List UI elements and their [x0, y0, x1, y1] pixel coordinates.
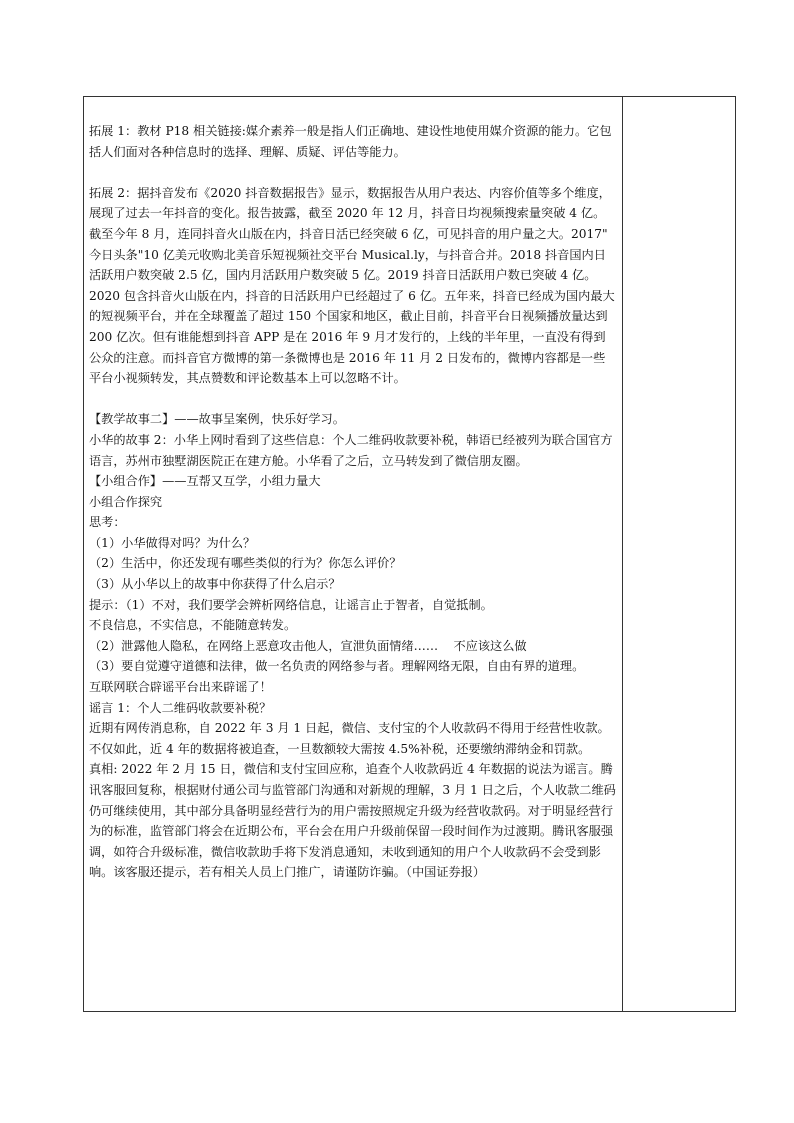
think-label: 思考：: [89, 515, 126, 530]
hint-1b: 不良信息，不实信息，不能随意转发。: [89, 618, 297, 633]
content-table: [83, 96, 736, 1012]
group-explore: 小组合作探究: [89, 494, 163, 509]
question-3: （3）从小华以上的故事中你获得了什么启示？: [89, 577, 341, 592]
story2-heading: 【教学故事二】——故事呈案例，快乐好学习。: [89, 412, 345, 427]
hint-3: （3）要自觉遵守道德和法律，做一名负责的网络参与者。理解网络无限，自由有界的道理。: [89, 659, 585, 674]
group-heading: 【小组合作】——互帮又互学，小组力量大: [89, 474, 321, 489]
rumor-intro: 互联网联合辟谣平台出来辟谣了！: [89, 680, 272, 695]
rumor1-text: 近期有网传消息称，自 2022 年 3 月 1 日起，微信、支付宝的个人收款码不得用于经营性收款。不仅如此，近 4 年的数据将被追查，一旦数额较大需按 4.5%补税，还要缴纳滞纳金和罚款。: [89, 721, 610, 756]
rumor1-title: 谣言 1：个人二维码收款要补税？: [89, 700, 272, 715]
question-2: （2）生活中，你还发现有哪些类似的行为？你怎么评价？: [89, 556, 402, 571]
hint-1: 提示：（1）不对，我们要学会辨析网络信息，让谣言止于智者，自觉抵制。: [89, 597, 493, 612]
column-divider: [622, 97, 623, 1011]
expansion-1: 拓展 1：教材 P18 相关链接:媒介素养一般是指人们正确地、建设性地使用媒介资源的能力。它包括人们面对各种信息时的选择、理解、质疑、评估等能力。: [89, 124, 612, 159]
question-1: （1）小华做得对吗？为什么？: [89, 535, 256, 550]
truth-text: 真相: 2022 年 2 月 15 日，微信和支付宝回应称，追查个人收款码近 4 年数据的说法为谣言。腾讯客服回复称，根据财付通公司与监管部门沟通和对新规的理解，3 月 1 日之后，个人收款二维码仍可继续使用，其中部分具备明显经营行为的用户需按照规定升级为经营收款码。对于明显经营行为的标准，监管部门将会在近期公布，平台会在用户升级前保留一段时间作为过渡期。腾讯客服强调，如符合升级标准，微信收款助手将下发消息通知，未收到通知的用户个人收款码不会受到影响。该客服还提示，若有相关人员上门推广，请谨防诈骗。（中国证券报）: [89, 762, 616, 880]
main-cell: [89, 121, 617, 883]
story2-text: 小华的故事 2：小华上网时看到了这些信息：个人二维码收款要补税，韩语已经被列为联合国官方语言，苏州市独墅湖医院正在建方舱。小华看了之后，立马转发到了微信朋友圈。: [89, 432, 613, 468]
hint-2: （2）泄露他人隐私，在网络上恶意攻击他人，宣泄负面情绪…… 不应该这么做: [89, 638, 527, 653]
expansion-2: 拓展 2：据抖音发布《2020 抖音数据报告》显示，数据报告从用户表达、内容价值等多个维度，展现了过去一年抖音的变化。报告披露，截至 2020 年 12 月，抖音日均视频搜索量突破 4 亿。截至今年 8 月，连同抖音火山版在内，抖音日活已经突破 6 亿，可见抖音的用户量之大。2017" 今日头条"10 亿美元收购北美音乐短视频社交平台 Musical.ly，与抖音合并。2018 抖音国内日活跃用户数突破 2.5 亿，国内月活跃用户数突破 5 亿。2019 抖音日活跃用户数已突破 4 亿。2020 包含抖音火山版在内，抖音的日活跃用户已经超过了 6 亿。五年来，抖音已经成为国内最大的短视频平台，并在全球覆盖了超过 150 个国家和地区，截止目前，抖音平台日视频播放量达到 200 亿次。但有谁能想到抖音 APP 是在 2016 年 9 月才发行的，上线的半年里，一直没有得到公众的注意。而抖音官方微博的第一条微博也是 2016 年 11 月 2 日发布的，微博内容都是一些平台小视频转发，其点赞数和评论数基本上可以忽略不计。: [89, 185, 615, 386]
